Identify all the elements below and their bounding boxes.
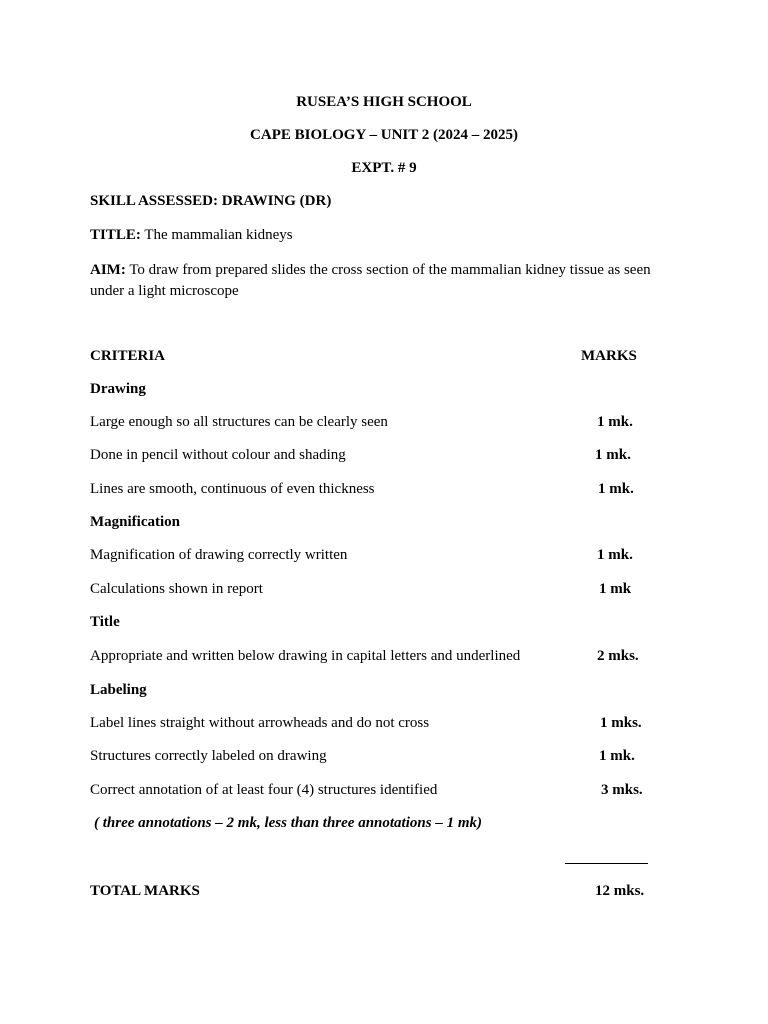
criterion-item: Done in pencil without colour and shading — [90, 447, 346, 463]
aim-text: To draw from prepared slides the cross section of the mammalian kidney tissue as seen under a light microscope — [90, 262, 651, 299]
criterion-item: Large enough so all structures can be clearly seen — [90, 414, 388, 430]
criterion-mark: 1 mk. — [595, 447, 631, 463]
criterion-item: Magnification of drawing correctly written — [90, 547, 348, 563]
criterion-item: Calculations shown in report — [90, 581, 263, 597]
criterion-mark: 1 mk. — [598, 481, 634, 497]
criterion-item: Correct annotation of at least four (4) structures identified — [90, 782, 438, 798]
criterion-mark: 1 mk — [599, 581, 632, 597]
school-name: RUSEA’S HIGH SCHOOL — [296, 94, 472, 110]
marks-header: MARKS — [581, 348, 637, 364]
annotation-note: ( three annotations – 2 mk, less than three annotations – 1 mk) — [94, 815, 482, 831]
section-heading-drawing: Drawing — [90, 381, 146, 397]
criterion-mark: 3 mks. — [601, 782, 643, 798]
course-title: CAPE BIOLOGY – UNIT 2 (2024 – 2025) — [250, 127, 518, 143]
criterion-mark: 2 mks. — [597, 648, 639, 664]
criterion-item: Structures correctly labeled on drawing — [90, 748, 327, 764]
criterion-item: Lines are smooth, continuous of even thickness — [90, 481, 375, 497]
section-heading-labeling: Labeling — [90, 682, 147, 698]
criterion-mark: 1 mks. — [600, 715, 642, 731]
title-line — [90, 227, 293, 244]
total-label: TOTAL MARKS — [90, 883, 200, 899]
criterion-item: Appropriate and written below drawing in capital letters and underlined — [90, 648, 521, 664]
criterion-item: Label lines straight without arrowheads and do not cross — [90, 715, 430, 731]
section-heading-title: Title — [90, 614, 120, 630]
criterion-mark: 1 mk. — [597, 547, 633, 563]
criterion-mark: 1 mk. — [597, 414, 633, 430]
aim-label: AIM: — [90, 262, 126, 278]
total-value: 12 mks. — [595, 883, 645, 899]
skill-assessed: SKILL ASSESSED: DRAWING (DR) — [90, 193, 332, 209]
aim-paragraph — [90, 260, 670, 302]
title-text: The mammalian kidneys — [144, 227, 293, 243]
criteria-header: CRITERIA — [90, 348, 166, 364]
criterion-mark: 1 mk. — [599, 748, 635, 764]
section-heading-magnification: Magnification — [90, 514, 180, 530]
experiment-number: EXPT. # 9 — [351, 160, 417, 176]
total-divider — [565, 863, 648, 864]
title-label: TITLE: — [90, 227, 141, 243]
